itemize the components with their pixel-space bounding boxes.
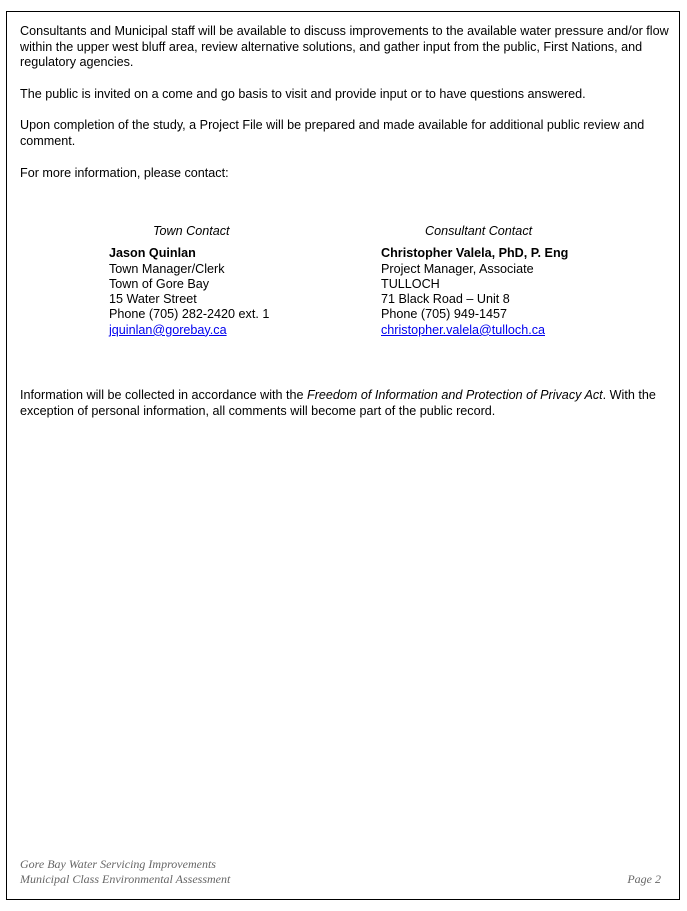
footer-line-2: Municipal Class Environmental Assessment xyxy=(20,872,231,886)
footer-project-title xyxy=(20,857,230,887)
town-contact-email-link[interactable]: jquinlan@gorebay.ca xyxy=(109,322,227,337)
contact-intro-paragraph: For more information, please contact: xyxy=(20,166,229,180)
footer-page-number: Page 2 xyxy=(627,872,661,886)
town-contact-phone: Phone (705) 282-2420 ext. 1 xyxy=(109,307,270,322)
footer-line-1: Gore Bay Water Servicing Improvements xyxy=(20,857,216,871)
consultant-contact-heading: Consultant Contact xyxy=(425,224,533,238)
town-contact-title: Town Manager/Clerk xyxy=(109,261,225,276)
town-contact-block xyxy=(109,224,269,338)
consultant-contact-address: 71 Black Road – Unit 8 xyxy=(381,292,510,307)
project-file-paragraph: Upon completion of the study, a Project File will be prepared and made available for additional public review and comment. xyxy=(20,118,645,148)
intro-paragraph: Consultants and Municipal staff will be available to discuss improvements to the available water pressure and/or flow within the upper west bluff area, review alternative solutions, and gather input from the public, First Nations, and regulatory agencies. xyxy=(20,24,669,69)
consultant-contact-name: Christopher Valela, PhD, P. Eng xyxy=(381,246,569,261)
town-contact-address: 15 Water Street xyxy=(109,292,197,307)
privacy-text-before: Information will be collected in accordance with the xyxy=(20,388,308,402)
town-contact-organization: Town of Gore Bay xyxy=(109,276,210,291)
consultant-contact-title: Project Manager, Associate xyxy=(381,261,534,276)
consultant-contact-block xyxy=(381,224,568,338)
consultant-contact-organization: TULLOCH xyxy=(381,276,440,291)
privacy-act-title: Freedom of Information and Protection of Privacy Act xyxy=(307,388,603,402)
consultant-contact-phone: Phone (705) 949-1457 xyxy=(381,307,508,322)
privacy-paragraph xyxy=(20,388,672,419)
town-contact-heading: Town Contact xyxy=(153,224,230,238)
town-contact-name: Jason Quinlan xyxy=(109,246,196,261)
invitation-paragraph: The public is invited on a come and go basis to visit and provide input or to have questions answered. xyxy=(20,87,586,101)
privacy-text-after: . With the exception of personal information, all comments will become part of the public record. xyxy=(20,388,656,418)
consultant-contact-email-link[interactable]: christopher.valela@tulloch.ca xyxy=(381,322,545,337)
